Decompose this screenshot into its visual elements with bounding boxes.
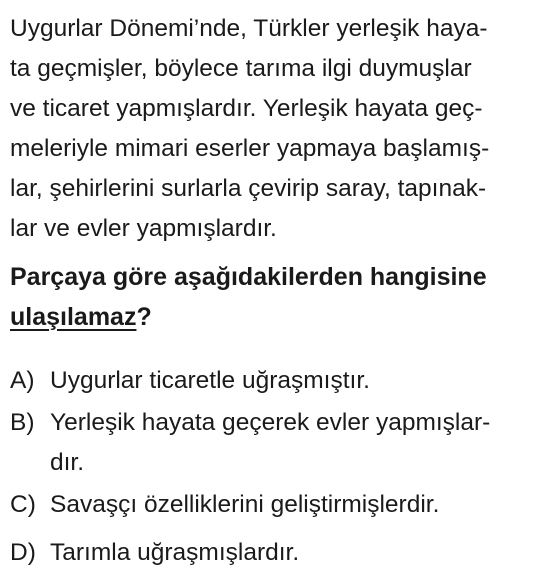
passage-line: lar ve evler yapmışlardır. <box>10 215 277 242</box>
option-d[interactable] <box>10 538 299 568</box>
passage-line: lar, şehirlerini surlarla çevirip saray, tapınak- <box>10 175 487 202</box>
question-line <box>10 302 152 332</box>
option-text: Yerleşik hayata geçerek evler yapmışlar- <box>50 409 491 436</box>
option-b[interactable] <box>10 408 490 438</box>
option-letter: B) <box>10 409 35 436</box>
option-text: Uygurlar ticaretle uğraşmıştır. <box>50 367 370 394</box>
option-letter: C) <box>10 491 36 518</box>
passage-line: meleriyle mimari eserler yapmaya başlamış- <box>10 135 490 162</box>
passage-line: ta geçmişler, böylece tarıma ilgi duymuşlar <box>10 55 472 82</box>
option-c[interactable] <box>10 490 439 520</box>
option-letter: D) <box>10 539 36 566</box>
option-b-continuation: dır. <box>50 449 85 476</box>
question-mark: ? <box>136 303 152 331</box>
option-letter: A) <box>10 367 35 394</box>
option-text: Savaşçı özelliklerini geliştirmişlerdir. <box>50 491 440 518</box>
option-text: Tarımla uğraşmışlardır. <box>50 539 300 566</box>
passage-line: ve ticaret yapmışlardır. Yerleşik hayata geç- <box>10 95 483 122</box>
underlined-keyword: ulaşılamaz <box>10 303 137 331</box>
option-a[interactable] <box>10 366 370 396</box>
question-line: Parçaya göre aşağıdakilerden hangisine <box>10 263 487 291</box>
passage-line: Uygurlar Dönemi’nde, Türkler yerleşik haya- <box>10 15 488 42</box>
